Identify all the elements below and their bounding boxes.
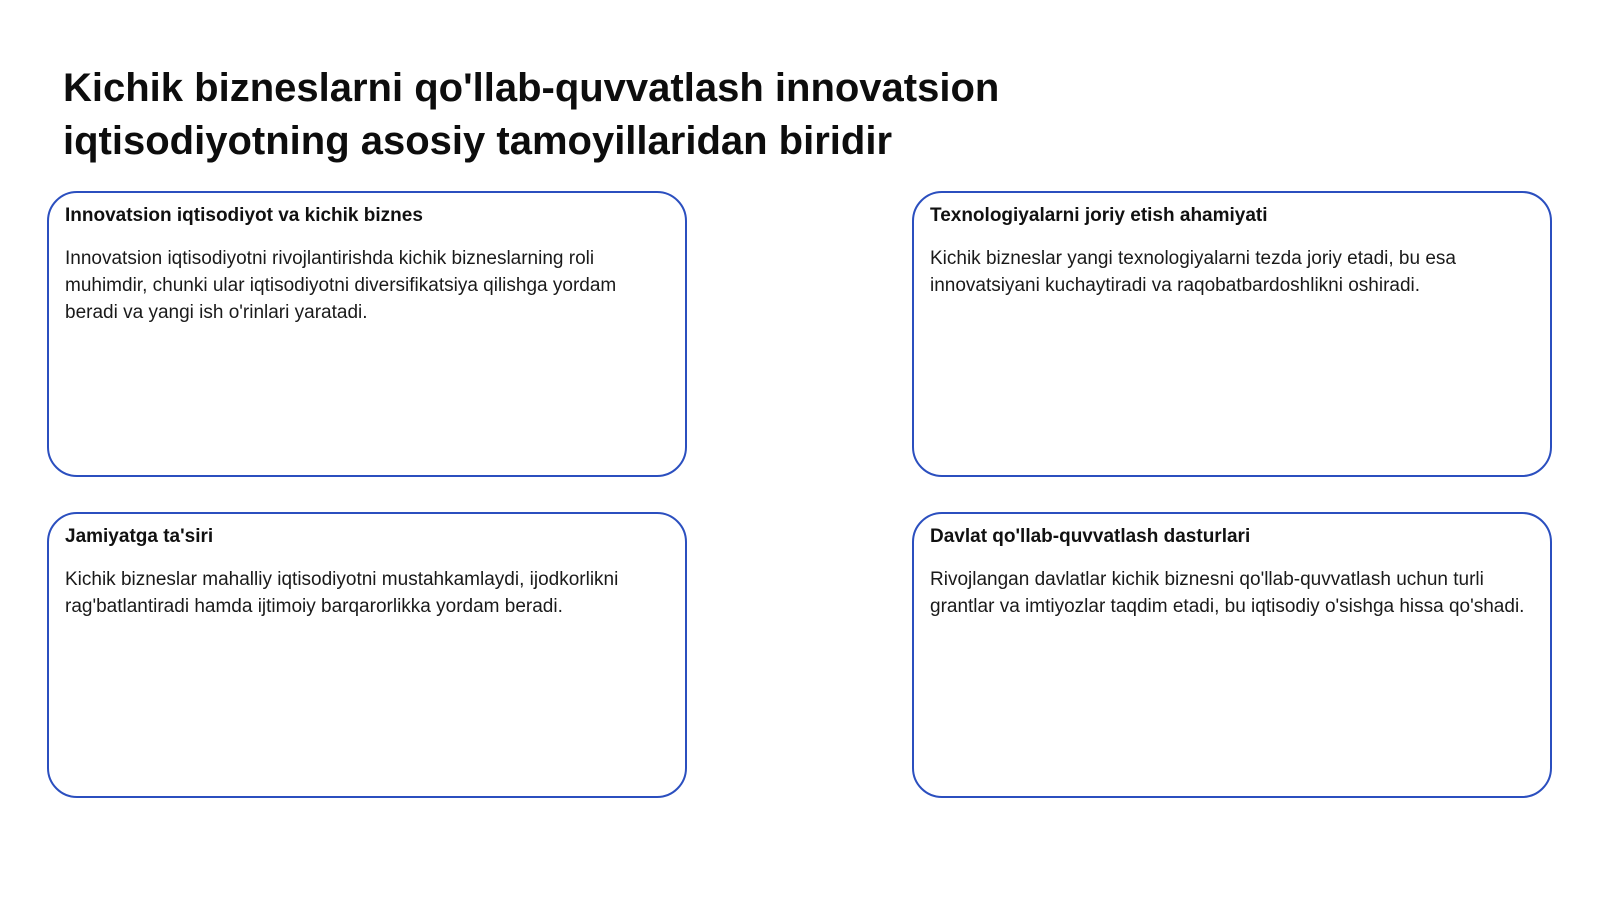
card-body: Kichik bizneslar yangi texnologiyalarni tezda joriy etadi, bu esa innovatsiyani kuchaytiradi va raqobatbardoshlikni oshiradi. — [930, 248, 1456, 296]
card-heading: Jamiyatga ta'siri — [65, 526, 214, 547]
card-technology-adoption — [912, 191, 1552, 477]
card-heading: Texnologiyalarni joriy etish ahamiyati — [930, 205, 1268, 226]
slide-title: Kichik bizneslarni qo'llab-quvvatlash innovatsion iqtisodiyotning asosiy tamoyillaridan biridir — [63, 66, 1000, 163]
card-innovation-economy — [47, 191, 687, 477]
card-heading: Innovatsion iqtisodiyot va kichik biznes — [65, 205, 423, 226]
card-heading: Davlat qo'llab-quvvatlash dasturlari — [930, 526, 1251, 547]
card-body: Kichik bizneslar mahalliy iqtisodiyotni mustahkamlaydi, ijodkorlikni rag'batlantiradi hamda ijtimoiy barqarorlikka yordam beradi. — [65, 569, 619, 617]
card-government-support — [912, 512, 1552, 798]
card-body: Rivojlangan davlatlar kichik biznesni qo'llab-quvvatlash uchun turli grantlar va imtiyozlar taqdim etadi, bu iqtisodiy o'sishga hissa qo'shadi. — [930, 569, 1525, 617]
card-social-impact — [47, 512, 687, 798]
card-body: Innovatsion iqtisodiyotni rivojlantirishda kichik bizneslarning roli muhimdir, chunki ular iqtisodiyotni diversifikatsiya qilishga yordam beradi va yangi ish o'rinlari yaratadi. — [65, 248, 617, 323]
